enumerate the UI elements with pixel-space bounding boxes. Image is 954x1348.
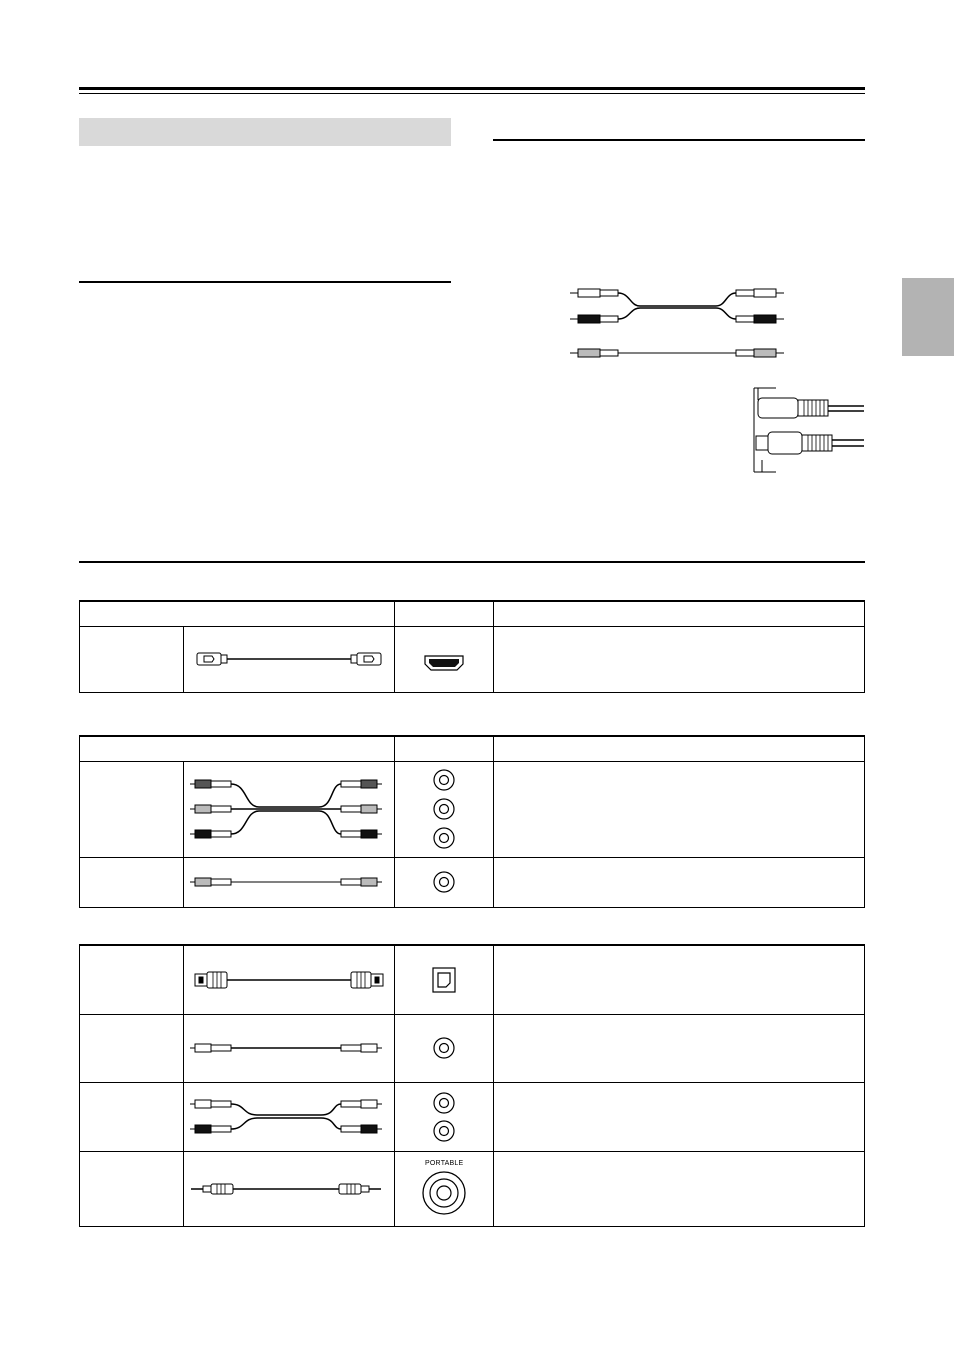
component-video-cable-icon [189, 774, 389, 844]
cable-image-cell [184, 1082, 395, 1151]
description-cell [494, 626, 865, 692]
analog-audio-jacks-icon [429, 1089, 459, 1145]
cable-image-cell [184, 1151, 395, 1226]
analog-audio-cable-icon [189, 1097, 389, 1137]
header-cell-description [493, 736, 864, 761]
cable-name-cell [80, 945, 184, 1014]
composite-video-cable-icon [189, 875, 389, 889]
header-cell-jack [395, 736, 494, 761]
cable-name-cell [80, 626, 184, 692]
jack-image-cell [395, 1014, 494, 1082]
portable-jack-label: PORTABLE [425, 1160, 464, 1167]
hdmi-cable-icon [194, 649, 384, 669]
cable-image-cell [184, 626, 395, 692]
header-cell-jack [395, 601, 494, 626]
component-jacks-icon [429, 766, 459, 852]
jack-image-cell [395, 626, 494, 692]
table-header-row [80, 601, 865, 626]
section-heading-bar [79, 118, 451, 146]
cable-image-cell [184, 945, 395, 1014]
cable-name-cell [80, 857, 184, 907]
description-cell [494, 1014, 865, 1082]
full-width-rule [79, 561, 865, 563]
header-cell-cable [80, 601, 395, 626]
description-cell [493, 761, 864, 857]
hdmi-jack-icon [422, 652, 466, 674]
coaxial-cable-icon [189, 1041, 389, 1055]
table-row [80, 1151, 865, 1226]
portable-jack-icon [420, 1169, 468, 1217]
jack-image-cell [395, 857, 494, 907]
coaxial-jack-icon [429, 1033, 459, 1063]
table-row [80, 761, 865, 857]
header-rule-thick [79, 87, 865, 90]
composite-jack-icon [429, 867, 459, 897]
description-cell [494, 1151, 865, 1226]
jack-image-cell [395, 1082, 494, 1151]
table-row [80, 626, 865, 692]
table-row [80, 857, 865, 907]
audio-cable-table [79, 944, 865, 1227]
left-subsection-rule [79, 281, 451, 283]
cable-name-cell [80, 1014, 184, 1082]
analog-video-cable-table [79, 735, 865, 908]
right-subsection-rule [493, 139, 865, 141]
plug-insertion-illustration [748, 382, 868, 478]
optical-jack-icon [431, 966, 457, 994]
cable-name-cell [80, 1151, 184, 1226]
chapter-side-tab [902, 278, 954, 356]
jack-image-cell [395, 1151, 494, 1226]
cable-image-cell [184, 761, 395, 857]
rca-cable-illustration [568, 282, 788, 364]
jack-image-cell [395, 761, 494, 857]
description-cell [494, 1082, 865, 1151]
cable-name-cell [80, 1082, 184, 1151]
cable-image-cell [184, 857, 395, 907]
cable-name-cell [80, 761, 184, 857]
header-cell-description [494, 601, 865, 626]
description-cell [494, 945, 865, 1014]
mini-plug-cable-icon [189, 1181, 389, 1197]
hdmi-cable-table [79, 600, 865, 693]
table-row [80, 1014, 865, 1082]
cable-image-cell [184, 1014, 395, 1082]
table-header-row [80, 736, 865, 761]
jack-image-cell [395, 945, 494, 1014]
header-rule-thin [79, 93, 865, 94]
optical-cable-icon [189, 969, 389, 991]
header-cell-cable [80, 736, 395, 761]
description-cell [493, 857, 864, 907]
table-row [80, 945, 865, 1014]
table-row [80, 1082, 865, 1151]
